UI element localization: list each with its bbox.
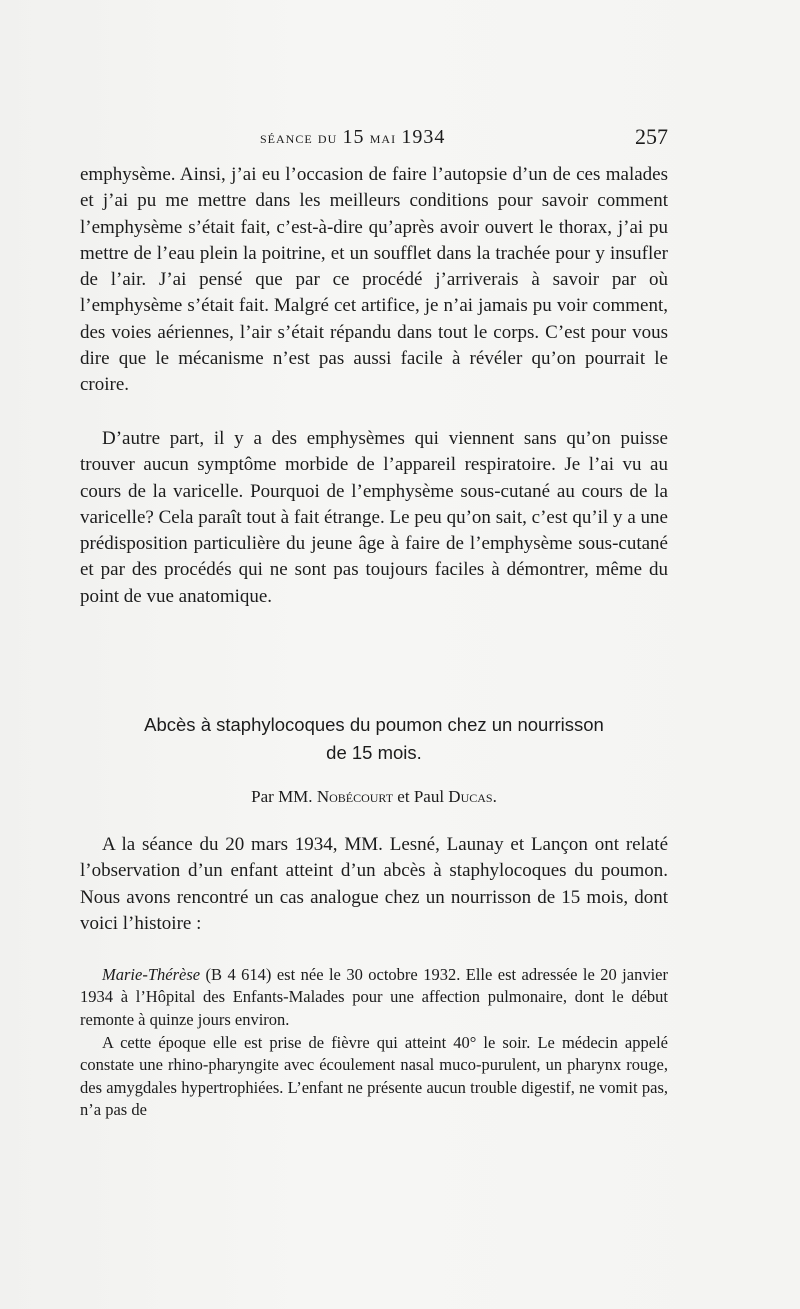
running-title [260, 126, 445, 149]
paragraph-text: emphysème. Ainsi, j’ai eu l’occasion de faire l’autopsie d’un de ces malades et j’ai pu me mettre dans les meilleurs conditions pour savoir comment l’emphysème s’était fait, c’est-à-dire qu’après avoir ouvert le thorax, j’ai pu mettre de l’eau plein la poitrine, et un soufflet dans la trachée pour y insufler de l’air. J’ai pensé que par ce procédé j’arriverais à savoir par où l’emphysème s’était fait. Malgré cet artifice, je n’ai jamais pu voir comment, des voies aériennes, l’air s’était répandu dans tout le corps. C’est pour vous dire que le mécanisme n’est pas aussi facile à révéler qu’on pourrait le croire. [80, 164, 668, 396]
paragraph-introduction [80, 832, 668, 937]
article-authors [80, 787, 668, 807]
patient-name: Marie-Thérèse [102, 965, 201, 984]
title-month: mai [369, 128, 397, 147]
page-number: 257 [635, 124, 668, 149]
authors-prefix: Par MM. [251, 787, 313, 806]
paragraph-text: D’autre part, il y a des emphysèmes qui viennent sans qu’on puisse trouver aucun symptôme morbide de l’appareil respiratoire. Je l’ai vu au cours de la varicelle. Pourquoi de l’emphysème sous-cutané au cours de la varicelle? Cela paraît tout à fait étrange. Le peu qu’on sait, c’est qu’il y a une prédisposition particulière du jeune âge à faire de l’emphysème sous-cutané et par des procédés qui ne sont pas toujours faciles à démontrer, même du point de vue anatomique. [80, 428, 668, 607]
title-prefix: séance du [260, 128, 338, 147]
observation-paragraph-2 [80, 1032, 668, 1122]
author-ducas: Ducas. [448, 787, 497, 806]
observation-paragraph-1 [80, 964, 668, 1031]
title-day: 15 [342, 126, 365, 148]
article-title [80, 711, 668, 767]
paragraph-continued [80, 162, 668, 399]
observation-body: (B 4 614) est née le 30 octobre 1932. Elle est adressée le 20 janvier 1934 à l’Hôpital des Enfants-Malades pour une affection pulmonaire, dont le début remonte à quinze jours environ. [80, 965, 668, 1029]
running-header [80, 126, 668, 154]
paragraph-text: A la séance du 20 mars 1934, MM. Lesné, Launay et Lançon ont relaté l’observation d’un enfant atteint d’un abcès à staphylocoques du poumon. Nous avons rencontré un cas analogue chez un nourrisson de 15 mois, dont voici l’histoire : [80, 834, 668, 934]
title-year: 1934 [401, 126, 446, 148]
observation-text [80, 964, 668, 1031]
article-title-line-2: de 15 mois. [326, 742, 422, 763]
observation-text: A cette époque elle est prise de fièvre qui atteint 40° le soir. Le médecin appelé constate une rhino-pharyngite avec écoulement nasal muco-purulent, un pharynx rouge, des amygdales hypertrophiées. L’enfant ne présente aucun trouble digestif, ne vomit pas, n’a pas de [80, 1033, 668, 1120]
author-nobecourt: Nobécourt [316, 787, 394, 806]
article-title-line-1: Abcès à staphylocoques du poumon chez un nourrisson [144, 714, 604, 735]
paragraph-emphysema [80, 426, 668, 610]
authors-joiner: et Paul [397, 787, 445, 806]
